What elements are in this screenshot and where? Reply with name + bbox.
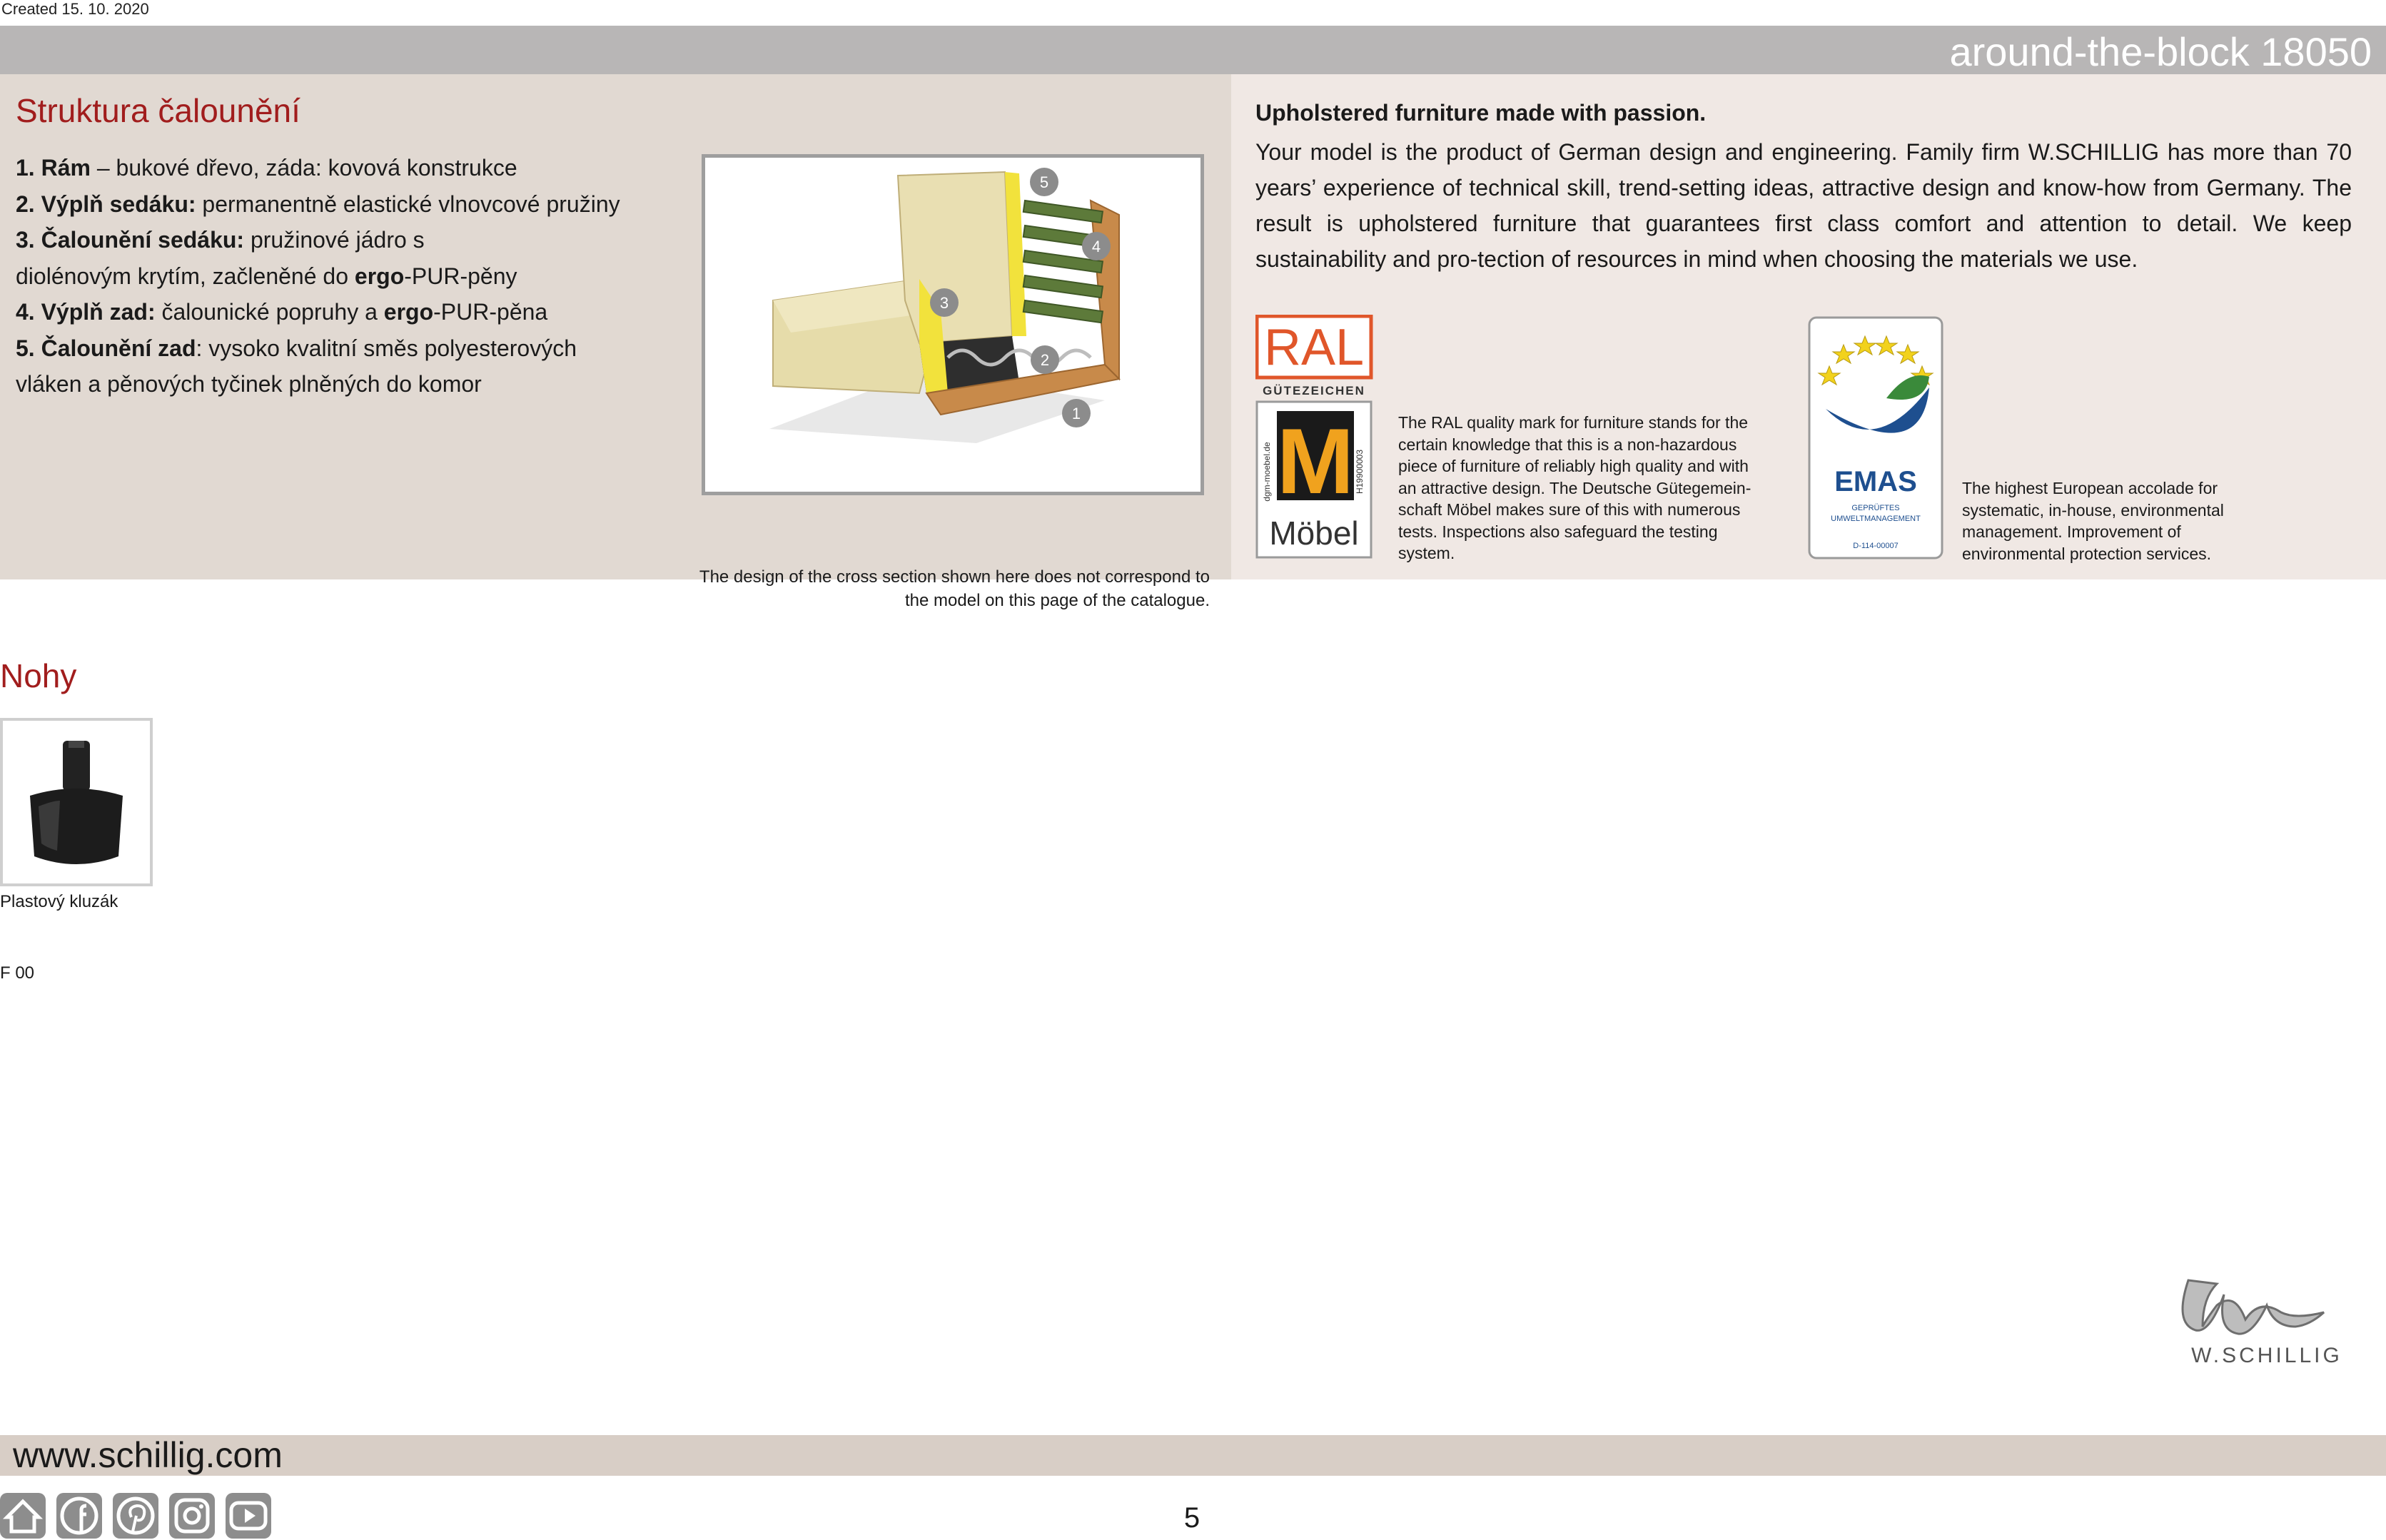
created-date: Created 15. 10. 2020 bbox=[1, 0, 149, 18]
structure-list bbox=[16, 150, 679, 402]
title-bar bbox=[0, 26, 2386, 74]
ral-line: schaft Möbel makes sure of this with numerous bbox=[1398, 500, 1741, 519]
item-brand: ergo bbox=[383, 299, 434, 325]
cross-section-caption bbox=[642, 565, 1210, 612]
marker-5: 5 bbox=[1039, 173, 1049, 191]
ral-line: certain knowledge that this is a non-hazardous bbox=[1398, 435, 1737, 454]
item-text: čalounické popruhy a bbox=[155, 299, 384, 325]
item-text: – bukové dřevo, záda: kovová konstrukce bbox=[90, 155, 517, 181]
item-number: 1. Rám bbox=[16, 155, 91, 181]
structure-item bbox=[16, 222, 679, 258]
item-tail: -PUR-pěny bbox=[404, 263, 517, 289]
ral-logo-word: RAL bbox=[1263, 319, 1365, 376]
page-number: 5 bbox=[1183, 1502, 1200, 1534]
emas-logo-sub1: GEPRÜFTES bbox=[1851, 504, 1900, 512]
legs-title: Nohy bbox=[0, 657, 77, 694]
marker-4: 4 bbox=[1091, 238, 1101, 255]
model-title: around-the-block 18050 bbox=[1949, 29, 2372, 74]
item-number: 3. Čalounění sedáku: bbox=[16, 227, 245, 253]
ral-line: system. bbox=[1398, 544, 1455, 562]
marker-3: 3 bbox=[939, 294, 949, 312]
youtube-icon[interactable] bbox=[226, 1493, 271, 1539]
brand-logo bbox=[2160, 1259, 2374, 1373]
structure-item bbox=[16, 186, 679, 223]
ral-logo-sub: GÜTEZEICHEN bbox=[1263, 384, 1365, 397]
item-number: 2. Výplň sedáku: bbox=[16, 191, 196, 217]
cross-section-image bbox=[702, 154, 1204, 495]
marker-2: 2 bbox=[1040, 351, 1050, 369]
brand-name: W.SCHILLIG bbox=[2191, 1344, 2342, 1367]
ral-logo-mark: M bbox=[1276, 409, 1355, 513]
item-text: pružinové jádro s bbox=[244, 227, 425, 253]
facebook-icon[interactable] bbox=[56, 1493, 102, 1539]
item-number: 5. Čalounění zad bbox=[16, 335, 196, 361]
ral-description bbox=[1398, 412, 1798, 564]
home-icon[interactable] bbox=[0, 1493, 46, 1539]
item-text: diolénovým krytím, začleněné do bbox=[16, 263, 355, 289]
emas-description bbox=[1962, 477, 2362, 564]
leg-image[interactable] bbox=[0, 718, 153, 886]
emas-logo-sub2: UMWELTMANAGEMENT bbox=[1831, 515, 1921, 523]
structure-item bbox=[16, 366, 679, 402]
item-tail: -PUR-pěna bbox=[433, 299, 548, 325]
ral-line: The RAL quality mark for furniture stands for the bbox=[1398, 413, 1749, 432]
item-text: vláken a pěnových tyčinek plněných do komor bbox=[16, 371, 482, 397]
caption-line: the model on this page of the catalogue. bbox=[905, 591, 1210, 610]
emas-logo bbox=[1808, 316, 1943, 559]
ral-logo bbox=[1255, 315, 1375, 560]
emas-line: environmental protection services. bbox=[1962, 544, 2211, 563]
ral-line: piece of furniture of reliably high quality and with bbox=[1398, 457, 1749, 475]
ral-line: tests. Inspections also safeguard the testing bbox=[1398, 522, 1718, 541]
pinterest-icon[interactable] bbox=[113, 1493, 158, 1539]
structure-item bbox=[16, 294, 679, 330]
item-brand: ergo bbox=[354, 263, 405, 289]
info-title: Upholstered furniture made with passion. bbox=[1255, 100, 1707, 126]
leg-caption: Plastový kluzák bbox=[0, 892, 118, 911]
structure-item bbox=[16, 330, 679, 367]
emas-line: The highest European accolade for bbox=[1962, 479, 2218, 497]
item-number: 4. Výplň zad: bbox=[16, 299, 156, 325]
item-text: permanentně elastické vlnovcové pružiny bbox=[196, 191, 620, 217]
structure-title: Struktura čalounění bbox=[16, 92, 300, 129]
ral-logo-side1: dgm-moebel.de bbox=[1262, 442, 1272, 502]
social-icons bbox=[0, 1493, 271, 1540]
marker-1: 1 bbox=[1071, 405, 1081, 422]
emas-logo-code: D-114-00007 bbox=[1853, 542, 1899, 550]
emas-line: management. Improvement of bbox=[1962, 522, 2181, 541]
ral-logo-side2: H19900003 bbox=[1355, 449, 1365, 495]
emas-line: systematic, in-house, environmental bbox=[1962, 500, 2224, 520]
structure-item bbox=[16, 258, 679, 295]
footer-bar bbox=[0, 1435, 2386, 1476]
item-text: : vysoko kvalitní směs polyesterových bbox=[196, 335, 577, 361]
ral-logo-word2: Möbel bbox=[1269, 515, 1359, 552]
structure-item bbox=[16, 150, 679, 186]
emas-logo-word: EMAS bbox=[1834, 466, 1917, 497]
ral-line: an attractive design. The Deutsche Gütegemein- bbox=[1398, 478, 1751, 497]
leg-code: F 00 bbox=[0, 963, 35, 983]
instagram-icon[interactable] bbox=[169, 1493, 215, 1539]
website-link[interactable]: www.schillig.com bbox=[13, 1435, 283, 1475]
caption-line: The design of the cross section shown here does not correspond to bbox=[699, 567, 1210, 587]
info-text: Your model is the product of German design and engineering. Family firm W.SCHILLIG has more than 70 years’ experience of technical skill, trend-setting ideas, attractive design and know-how from Germany. The result is upholstered furniture that guarantees first class comfort and attention to detail. We keep sustainability and pro-tection of resources in mind when choosing the materials we use. bbox=[1255, 139, 2352, 272]
